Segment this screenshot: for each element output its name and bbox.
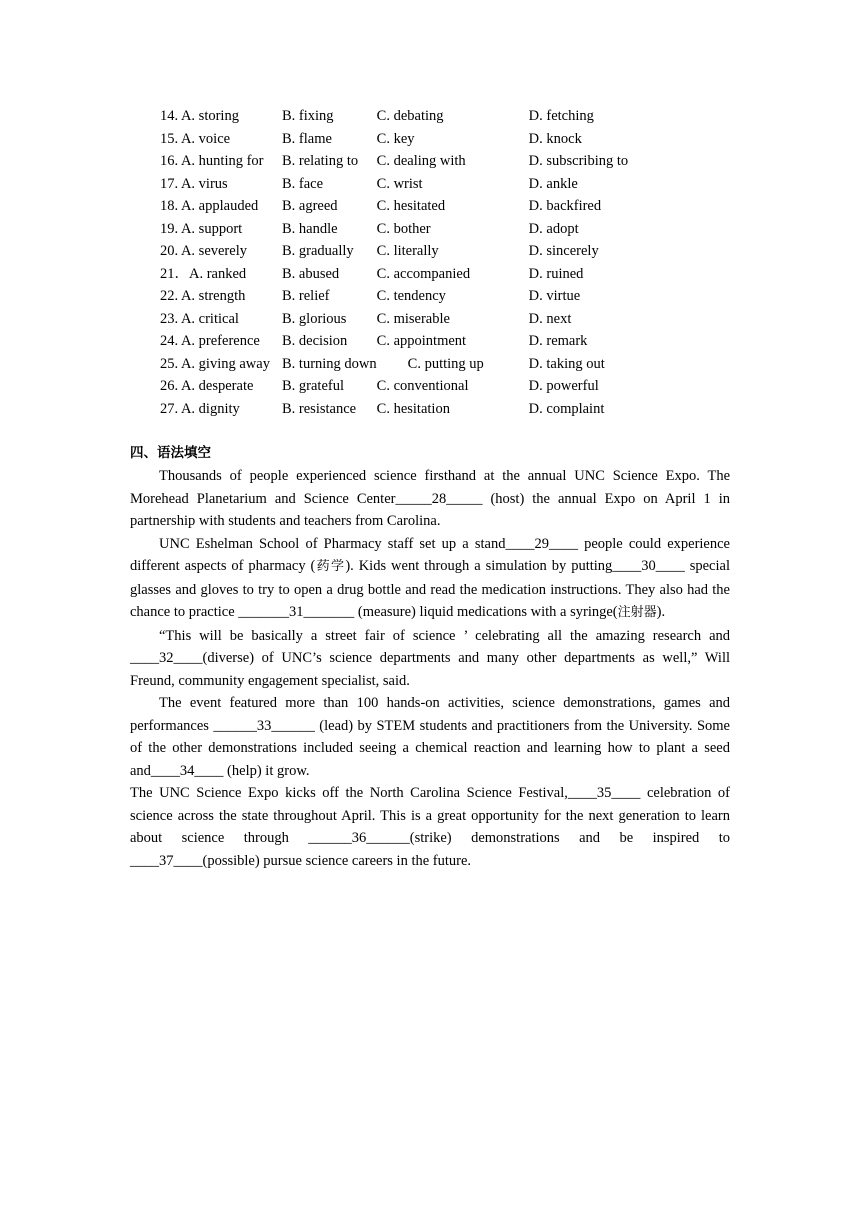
option-row: [160, 128, 659, 151]
option-d: D. ankle: [528, 175, 578, 192]
option-b: B. relief: [282, 288, 330, 304]
option-d: D. next: [528, 310, 572, 327]
option-a: 14. A. storing: [160, 108, 239, 124]
option-row: [160, 330, 659, 353]
option-a: 26. A. desperate: [160, 378, 254, 394]
option-c: C. hesitation: [376, 400, 450, 417]
option-b: B. decision: [282, 333, 348, 349]
option-c: C. literally: [376, 243, 439, 259]
option-row: [160, 263, 659, 286]
option-a: 23. A. critical: [160, 310, 239, 327]
option-c: C. dealing with: [376, 153, 466, 169]
option-d: D. remark: [528, 333, 588, 349]
option-c: C. bother: [376, 220, 431, 237]
option-d: D. virtue: [528, 288, 581, 304]
option-d: D. fetching: [528, 108, 594, 124]
option-a: 27. A. dignity: [160, 400, 240, 417]
option-d: D. powerful: [528, 378, 599, 394]
option-a: 20. A. severely: [160, 243, 247, 259]
option-b: B. abused: [282, 265, 340, 282]
option-b: B. relating to: [282, 153, 359, 169]
passage-paragraph-3: “This will be basically a street fair of science ’ celebrating all the amazing research and ____32____(diverse) of UNC’s science departments and many other departments as well,” Will Freund, community engagement specialist, said.: [130, 627, 730, 689]
option-d: D. adopt: [528, 220, 579, 237]
option-a: 25. A. giving away: [160, 355, 270, 372]
option-b: B. flame: [282, 130, 332, 147]
option-row: [160, 195, 659, 218]
grammar-passage: [130, 465, 730, 872]
paragraph-text: ). Kids went through a simulation by putting____30____ special glasses and gloves to try to open a drug bottle and read the medication instructions. They also had the chance to practice _______31_______ (measure) liquid medications with a syringe(: [130, 558, 730, 620]
option-c: C. tendency: [376, 288, 446, 304]
option-row: [160, 218, 659, 241]
chinese-gloss: 药学: [315, 559, 346, 574]
passage-paragraph-1: Thousands of people experienced science firsthand at the annual UNC Science Expo. The Morehead Planetarium and Science Center_____28_____ (host) the annual Expo on April 1 in partnership with students and teachers from Carolina.: [130, 468, 730, 529]
chinese-gloss: 注射器: [617, 605, 657, 620]
option-b: B. glorious: [282, 310, 347, 327]
option-d: D. complaint: [528, 400, 605, 417]
section-heading: 四、语法填空: [130, 445, 211, 461]
option-d: D. sincerely: [528, 243, 599, 259]
passage-paragraph-4: The event featured more than 100 hands-on activities, science demonstrations, games and performances ______33______ (lead) by STEM students and practitioners from the University. Some of the other demonstrations included seeing a chemical reaction and learning how to plant a seed and____34____ (help) it grow.: [130, 695, 730, 779]
option-b: B. face: [282, 175, 324, 192]
option-c: C. key: [376, 130, 415, 147]
option-row: [160, 105, 659, 128]
option-d: D. taking out: [528, 355, 605, 372]
option-b: B. gradually: [282, 243, 354, 259]
option-b: B. grateful: [282, 378, 345, 394]
option-d: D. knock: [528, 130, 582, 147]
passage-paragraph-2: [130, 533, 730, 625]
option-b: B. fixing: [282, 108, 334, 124]
paragraph-text: ).: [656, 604, 666, 620]
option-c: C. appointment: [376, 333, 467, 349]
option-a: 18. A. applauded: [160, 198, 259, 214]
option-c: C. putting up: [407, 355, 484, 372]
option-row: [160, 173, 659, 196]
option-b: B. agreed: [282, 198, 338, 214]
option-a: 24. A. preference: [160, 333, 260, 349]
passage-paragraph-5: The UNC Science Expo kicks off the North Carolina Science Festival,____35____ celebration of science across the state throughout April. This is a great opportunity for the next generation to learn about science through ______36______(strike) demonstrations and be inspired to ____37____(possible) pursue science careers in the future.: [130, 785, 730, 869]
option-a: 16. A. hunting for: [160, 153, 264, 169]
option-row: [160, 285, 659, 308]
option-b: B. handle: [282, 220, 338, 237]
option-row: [160, 375, 659, 398]
option-c: C. miserable: [376, 310, 450, 327]
option-c: C. conventional: [376, 378, 469, 394]
option-d: D. subscribing to: [528, 153, 629, 169]
option-c: C. hesitated: [376, 198, 446, 214]
option-a: 21．A. ranked: [160, 265, 247, 282]
option-b: B. turning down: [282, 355, 377, 372]
option-d: D. ruined: [528, 265, 584, 282]
option-c: C. accompanied: [376, 265, 471, 282]
option-row: [160, 150, 659, 173]
option-a: 19. A. support: [160, 220, 243, 237]
option-a: 15. A. voice: [160, 130, 231, 147]
options-table: [160, 105, 659, 420]
option-row: [160, 398, 659, 421]
option-c: C. debating: [376, 108, 444, 124]
paragraph-text: UNC Eshelman School of Pharmacy staff set up a stand____29____ people could experience different aspects of pharmacy (: [130, 535, 730, 574]
option-c: C. wrist: [376, 175, 423, 192]
option-row: [160, 308, 659, 331]
option-a: 22. A. strength: [160, 288, 246, 304]
option-b: B. resistance: [282, 400, 357, 417]
option-row: [160, 353, 659, 376]
option-a: 17. A. virus: [160, 175, 228, 192]
option-d: D. backfired: [528, 198, 602, 214]
option-row: [160, 240, 659, 263]
